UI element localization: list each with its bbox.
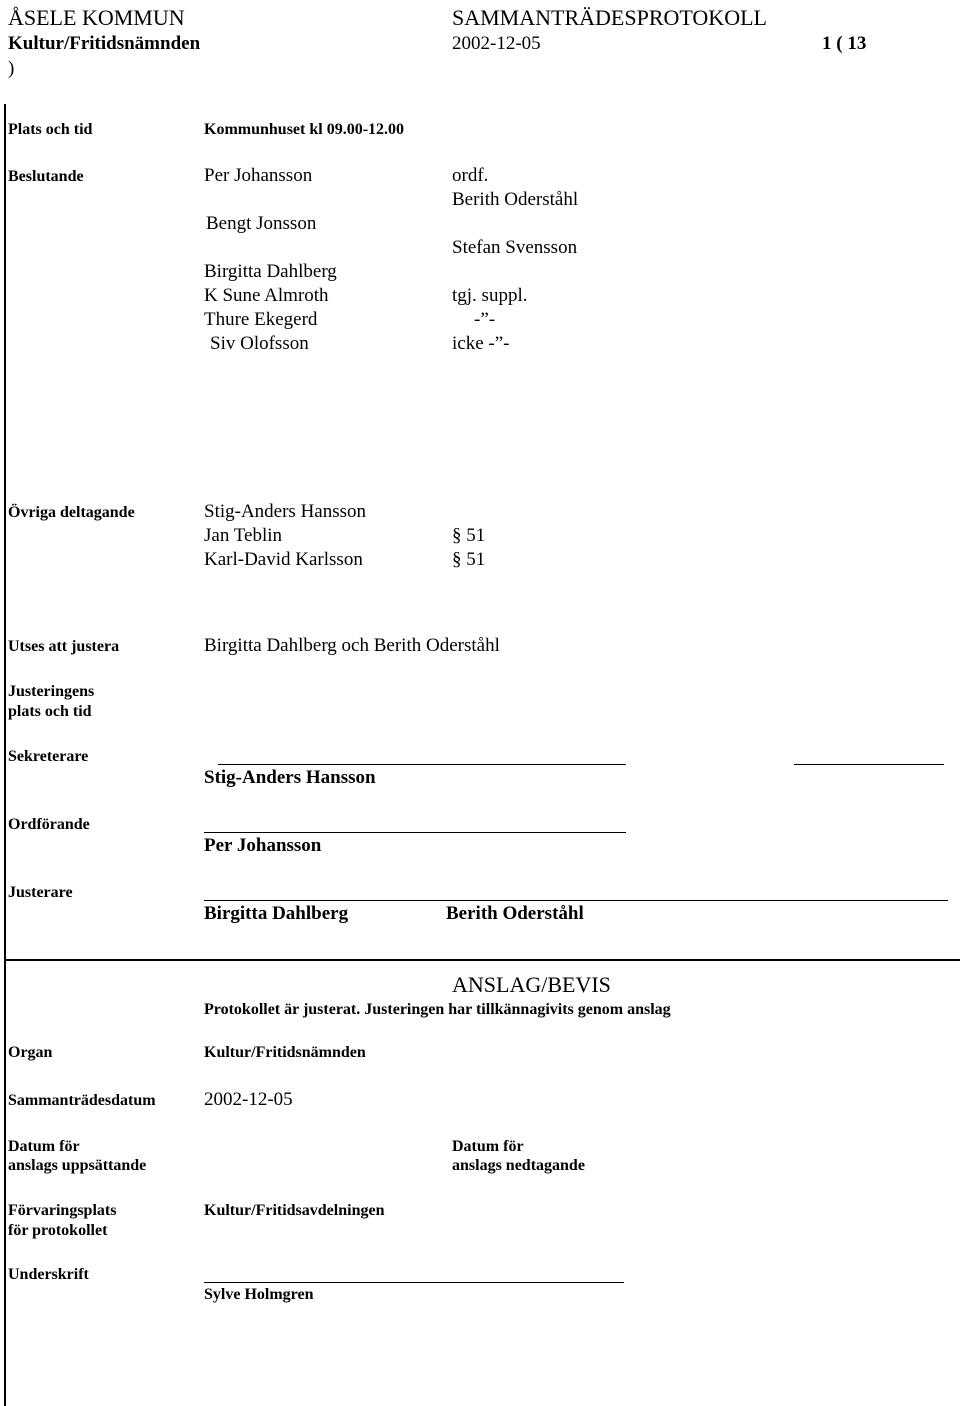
deciding-member: Per Johansson: [204, 165, 313, 186]
adjusters-label: Justerare: [8, 884, 73, 901]
paragraph-reference: § 51: [452, 549, 486, 570]
municipality-name: ÅSELE KOMMUN: [8, 5, 185, 30]
deciding-member: Siv Olofsson: [210, 333, 309, 354]
adjust-label: Utses att justera: [8, 638, 120, 655]
left-border: [4, 104, 6, 1406]
secretary-name: Stig-Anders Hansson: [204, 767, 376, 788]
chair-signature-line: [204, 832, 626, 833]
page-number-continuation: ): [8, 58, 15, 79]
deciding-member: Thure Ekegerd: [204, 309, 318, 330]
removed-date-label: anslags nedtagande: [452, 1157, 585, 1174]
document-type: SAMMANTRÄDESPROTOKOLL: [452, 5, 767, 30]
committee-name: Kultur/Fritidsnämnden: [8, 33, 201, 54]
deciding-label: Beslutande: [8, 168, 84, 185]
deciding-member: Bengt Jonsson: [206, 213, 317, 234]
notice-divider: [4, 959, 960, 961]
deciding-substitute: Stefan Svensson: [452, 237, 578, 258]
organ-value: Kultur/Fritidsnämnden: [204, 1044, 366, 1061]
adjuster-name: Birgitta Dahlberg: [204, 903, 349, 924]
removed-date-label: Datum för: [452, 1138, 524, 1155]
notice-title: ANSLAG/BEVIS: [452, 972, 611, 997]
signature-label: Underskrift: [8, 1266, 89, 1283]
chair-name: Per Johansson: [204, 835, 322, 856]
other-participant: Karl-David Karlsson: [204, 549, 363, 570]
meeting-date-label: Sammanträdesdatum: [8, 1092, 156, 1109]
secretary-label: Sekreterare: [8, 748, 89, 765]
place-label: Plats och tid: [8, 121, 93, 138]
posted-date-label: anslags uppsättande: [8, 1157, 147, 1174]
other-participant: Jan Teblin: [204, 525, 283, 546]
others-label: Övriga deltagande: [8, 504, 135, 521]
header-date: 2002-12-05: [452, 33, 541, 54]
deciding-role: tgj. suppl.: [452, 285, 528, 306]
notice-signer-name: Sylve Holmgren: [204, 1286, 314, 1303]
secretary-signature-line: [218, 764, 626, 765]
deciding-member: Birgitta Dahlberg: [204, 261, 337, 282]
place-value: Kommunhuset kl 09.00-12.00: [204, 121, 405, 138]
organ-label: Organ: [8, 1044, 53, 1061]
other-participant: Stig-Anders Hansson: [204, 501, 367, 522]
page-number: 1 ( 13: [822, 33, 867, 54]
storage-label: Förvaringsplats: [8, 1202, 117, 1219]
notice-subtitle: Protokollet är justerat. Justeringen har tillkännagivits genom anslag: [204, 1001, 671, 1018]
adjust-value: Birgitta Dahlberg och Berith Oderståhl: [204, 635, 500, 656]
meeting-date-value: 2002-12-05: [204, 1089, 293, 1110]
deciding-role: ordf.: [452, 165, 489, 186]
posted-date-label: Datum för: [8, 1138, 80, 1155]
paragraph-reference: § 51: [452, 525, 486, 546]
adjusters-signature-line: [204, 900, 948, 901]
adjust-place-label: plats och tid: [8, 703, 92, 720]
storage-label: för protokollet: [8, 1222, 108, 1239]
notice-signature-line: [204, 1282, 624, 1283]
storage-value: Kultur/Fritidsavdelningen: [204, 1202, 385, 1219]
deciding-role: -”-: [474, 309, 496, 330]
chair-label: Ordförande: [8, 816, 90, 833]
adjuster-name: Berith Oderståhl: [446, 903, 584, 924]
paragraph-signature-line: [794, 764, 944, 765]
deciding-member: K Sune Almroth: [204, 285, 329, 306]
deciding-substitute: Berith Oderståhl: [452, 189, 579, 210]
adjust-place-label: Justeringens: [8, 683, 95, 700]
deciding-role: icke -”-: [452, 333, 510, 354]
